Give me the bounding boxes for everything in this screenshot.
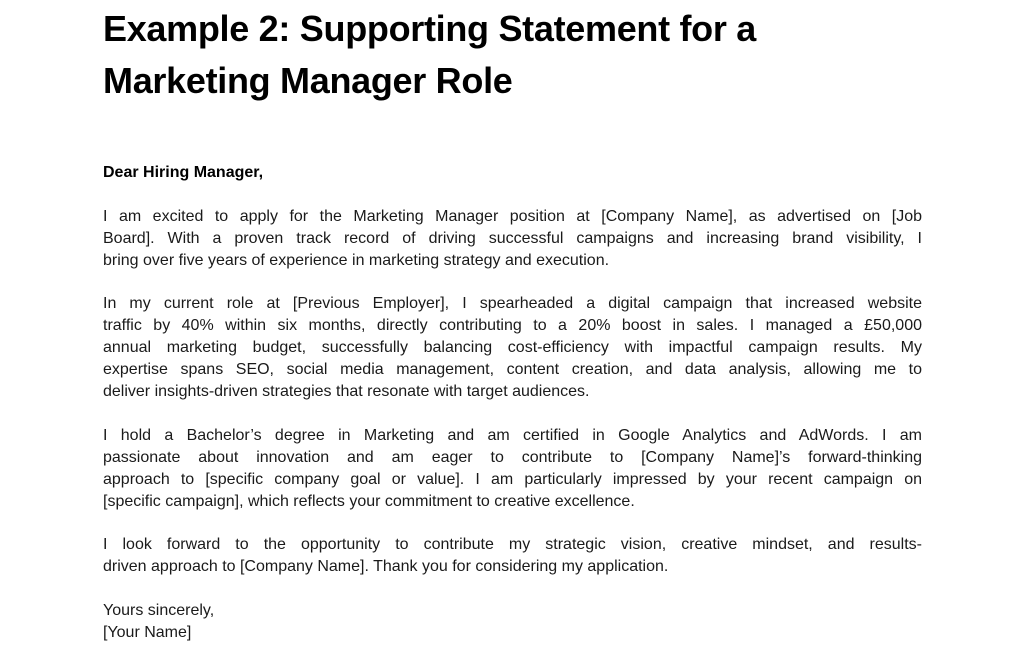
sign-off: Yours sincerely, <box>103 602 215 620</box>
paragraph-line: traffic by 40% within six months, directly contributing to a 20% boost in sales. I managed a £50,000 <box>103 317 922 335</box>
paragraph-line: bring over five years of experience in marketing strategy and execution. <box>103 251 610 269</box>
paragraph-2 <box>103 293 922 403</box>
paragraph-line: [specific campaign], which reflects your commitment to creative excellence. <box>103 492 635 510</box>
paragraph-4 <box>103 534 922 578</box>
paragraph-line: passionate about innovation and am eager to contribute to [Company Name]’s forward-thinking <box>103 448 922 466</box>
document-title <box>103 3 983 107</box>
paragraph-3 <box>103 425 922 513</box>
closing <box>103 600 922 644</box>
paragraph-line: In my current role at [Previous Employer], I spearheaded a digital campaign that increased website <box>103 295 922 313</box>
paragraph-line: Board]. With a proven track record of driving successful campaigns and increasing brand visibility, I <box>103 229 922 247</box>
signature-name: [Your Name] <box>103 623 192 641</box>
greeting: Dear Hiring Manager, <box>103 164 264 181</box>
paragraph-line: I am excited to apply for the Marketing Manager position at [Company Name], as advertised on [Job <box>103 207 922 225</box>
paragraph-line: driven approach to [Company Name]. Thank you for considering my application. <box>103 558 669 576</box>
paragraph-line: approach to [specific company goal or value]. I am particularly impressed by your recent campaign on <box>103 470 922 488</box>
paragraph-line: annual marketing budget, successfully balancing cost-efficiency with impactful campaign results. My <box>103 339 922 357</box>
paragraph-line: I look forward to the opportunity to contribute my strategic vision, creative mindset, and results- <box>103 536 922 554</box>
paragraph-line: deliver insights-driven strategies that resonate with target audiences. <box>103 383 590 401</box>
title-line-2: Marketing Manager Role <box>103 60 513 101</box>
letter-body <box>103 162 922 644</box>
title-line-1: Example 2: Supporting Statement for a <box>103 8 757 49</box>
paragraph-line: expertise spans SEO, social media management, content creation, and data analysis, allowing me to <box>103 361 922 379</box>
paragraph-line: I hold a Bachelor’s degree in Marketing and am certified in Google Analytics and AdWords. I am <box>103 426 922 444</box>
paragraph-1 <box>103 206 922 272</box>
